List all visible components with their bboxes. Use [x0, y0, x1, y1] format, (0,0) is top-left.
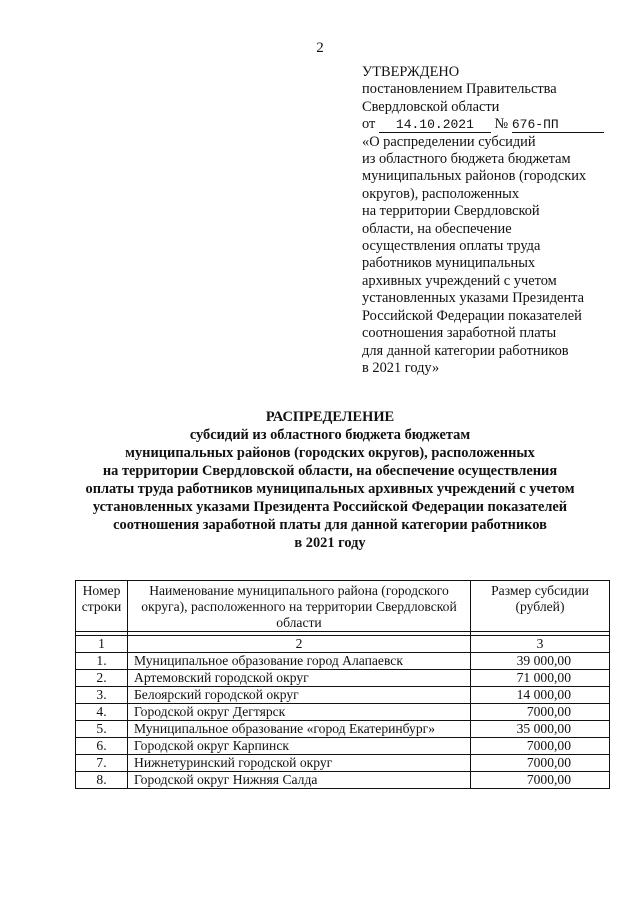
- municipality-name: Муниципальное образование «город Екатеринбург»: [128, 721, 471, 738]
- header-amount: Размер субсидии (рублей): [471, 581, 610, 632]
- date-prefix: от: [362, 116, 376, 133]
- table-header-row: [76, 581, 610, 632]
- approval-subject-line: Российской Федерации показателей: [362, 307, 582, 324]
- row-number: 8.: [76, 772, 128, 789]
- heading-title: РАСПРЕДЕЛЕНИЕ: [265, 409, 395, 425]
- subsidy-table: [75, 580, 610, 789]
- approval-subject-line: округов), расположенных: [362, 185, 520, 202]
- heading-line: муниципальных районов (городских округов), расположенных: [125, 445, 535, 461]
- approval-subject-line: из областного бюджета бюджетам: [362, 151, 571, 168]
- header-municipality: Наименование муниципального района (городского округа), расположенного на территории Свердловской области: [128, 581, 471, 632]
- heading-line: соотношения заработной платы для данной категории работников: [113, 517, 547, 533]
- approval-subject-line: для данной категории работников: [362, 342, 569, 359]
- approval-subject-line: установленных указами Президента: [362, 290, 585, 307]
- approval-subject-line: в 2021 году»: [362, 359, 440, 376]
- municipality-name: Нижнетуринский городской округ: [128, 755, 471, 772]
- column-number: 3: [471, 636, 610, 653]
- municipality-name: Белоярский городской округ: [128, 687, 471, 704]
- approval-line: постановлением Правительства: [362, 81, 557, 98]
- approval-subject-line: на территории Свердловской: [362, 203, 540, 220]
- heading-line: на территории Свердловской области, на обеспечение осуществления: [102, 463, 558, 479]
- subsidy-amount: 39 000,00: [471, 653, 610, 670]
- table-row: [76, 653, 610, 670]
- subsidy-amount: 7000,00: [471, 755, 610, 772]
- row-number: 4.: [76, 704, 128, 721]
- subsidy-amount: 7000,00: [471, 772, 610, 789]
- approval-line: Свердловской области: [362, 98, 500, 115]
- heading-line: оплаты труда работников муниципальных архивных учреждений с учетом: [85, 481, 575, 497]
- municipality-name: Артемовский городской округ: [128, 670, 471, 687]
- approval-subject-line: соотношения заработной платы: [362, 325, 557, 342]
- table-row: [76, 755, 610, 772]
- header-row-number: Номер строки: [76, 581, 128, 632]
- heading-line: установленных указами Президента Российской Федерации показателей: [92, 499, 568, 515]
- row-number: 5.: [76, 721, 128, 738]
- table-row: [76, 772, 610, 789]
- municipality-name: Муниципальное образование город Алапаевск: [128, 653, 471, 670]
- column-number: 2: [128, 636, 471, 653]
- row-number: 2.: [76, 670, 128, 687]
- approval-subject-line: «О распределении субсидий: [362, 133, 536, 150]
- approval-subject-line: муниципальных районов (городских: [362, 168, 587, 185]
- approval-subject-line: осуществления оплаты труда: [362, 238, 541, 255]
- document-heading: [40, 408, 620, 552]
- approval-block: [362, 64, 632, 377]
- heading-line: в 2021 году: [294, 535, 366, 551]
- table-column-numbers-row: [76, 636, 610, 653]
- row-number: 7.: [76, 755, 128, 772]
- approval-subject-line: архивных учреждений с учетом: [362, 272, 557, 289]
- row-number: 1.: [76, 653, 128, 670]
- municipality-name: Городской округ Нижняя Салда: [128, 772, 471, 789]
- table-row: [76, 670, 610, 687]
- subsidy-amount: 14 000,00: [471, 687, 610, 704]
- row-number: 6.: [76, 738, 128, 755]
- table-row: [76, 721, 610, 738]
- approval-subject-line: области, на обеспечение: [362, 220, 512, 237]
- subsidy-amount: 71 000,00: [471, 670, 610, 687]
- approval-subject-line: работников муниципальных: [362, 255, 536, 272]
- subsidy-amount: 7000,00: [471, 704, 610, 721]
- approval-date-line: [362, 116, 632, 133]
- table-row: [76, 687, 610, 704]
- municipality-name: Городской округ Карпинск: [128, 738, 471, 755]
- number-prefix: №: [494, 116, 509, 133]
- subsidy-amount: 7000,00: [471, 738, 610, 755]
- approval-title: УТВЕРЖДЕНО: [362, 64, 460, 80]
- row-number: 3.: [76, 687, 128, 704]
- table-row: [76, 704, 610, 721]
- table-row: [76, 738, 610, 755]
- column-number: 1: [76, 636, 128, 653]
- approval-date: 14.10.2021: [379, 118, 491, 133]
- heading-line: субсидий из областного бюджета бюджетам: [189, 427, 471, 443]
- approval-number: 676-ПП: [512, 118, 604, 133]
- municipality-name: Городской округ Дегтярск: [128, 704, 471, 721]
- subsidy-amount: 35 000,00: [471, 721, 610, 738]
- page-number: 2: [316, 40, 324, 56]
